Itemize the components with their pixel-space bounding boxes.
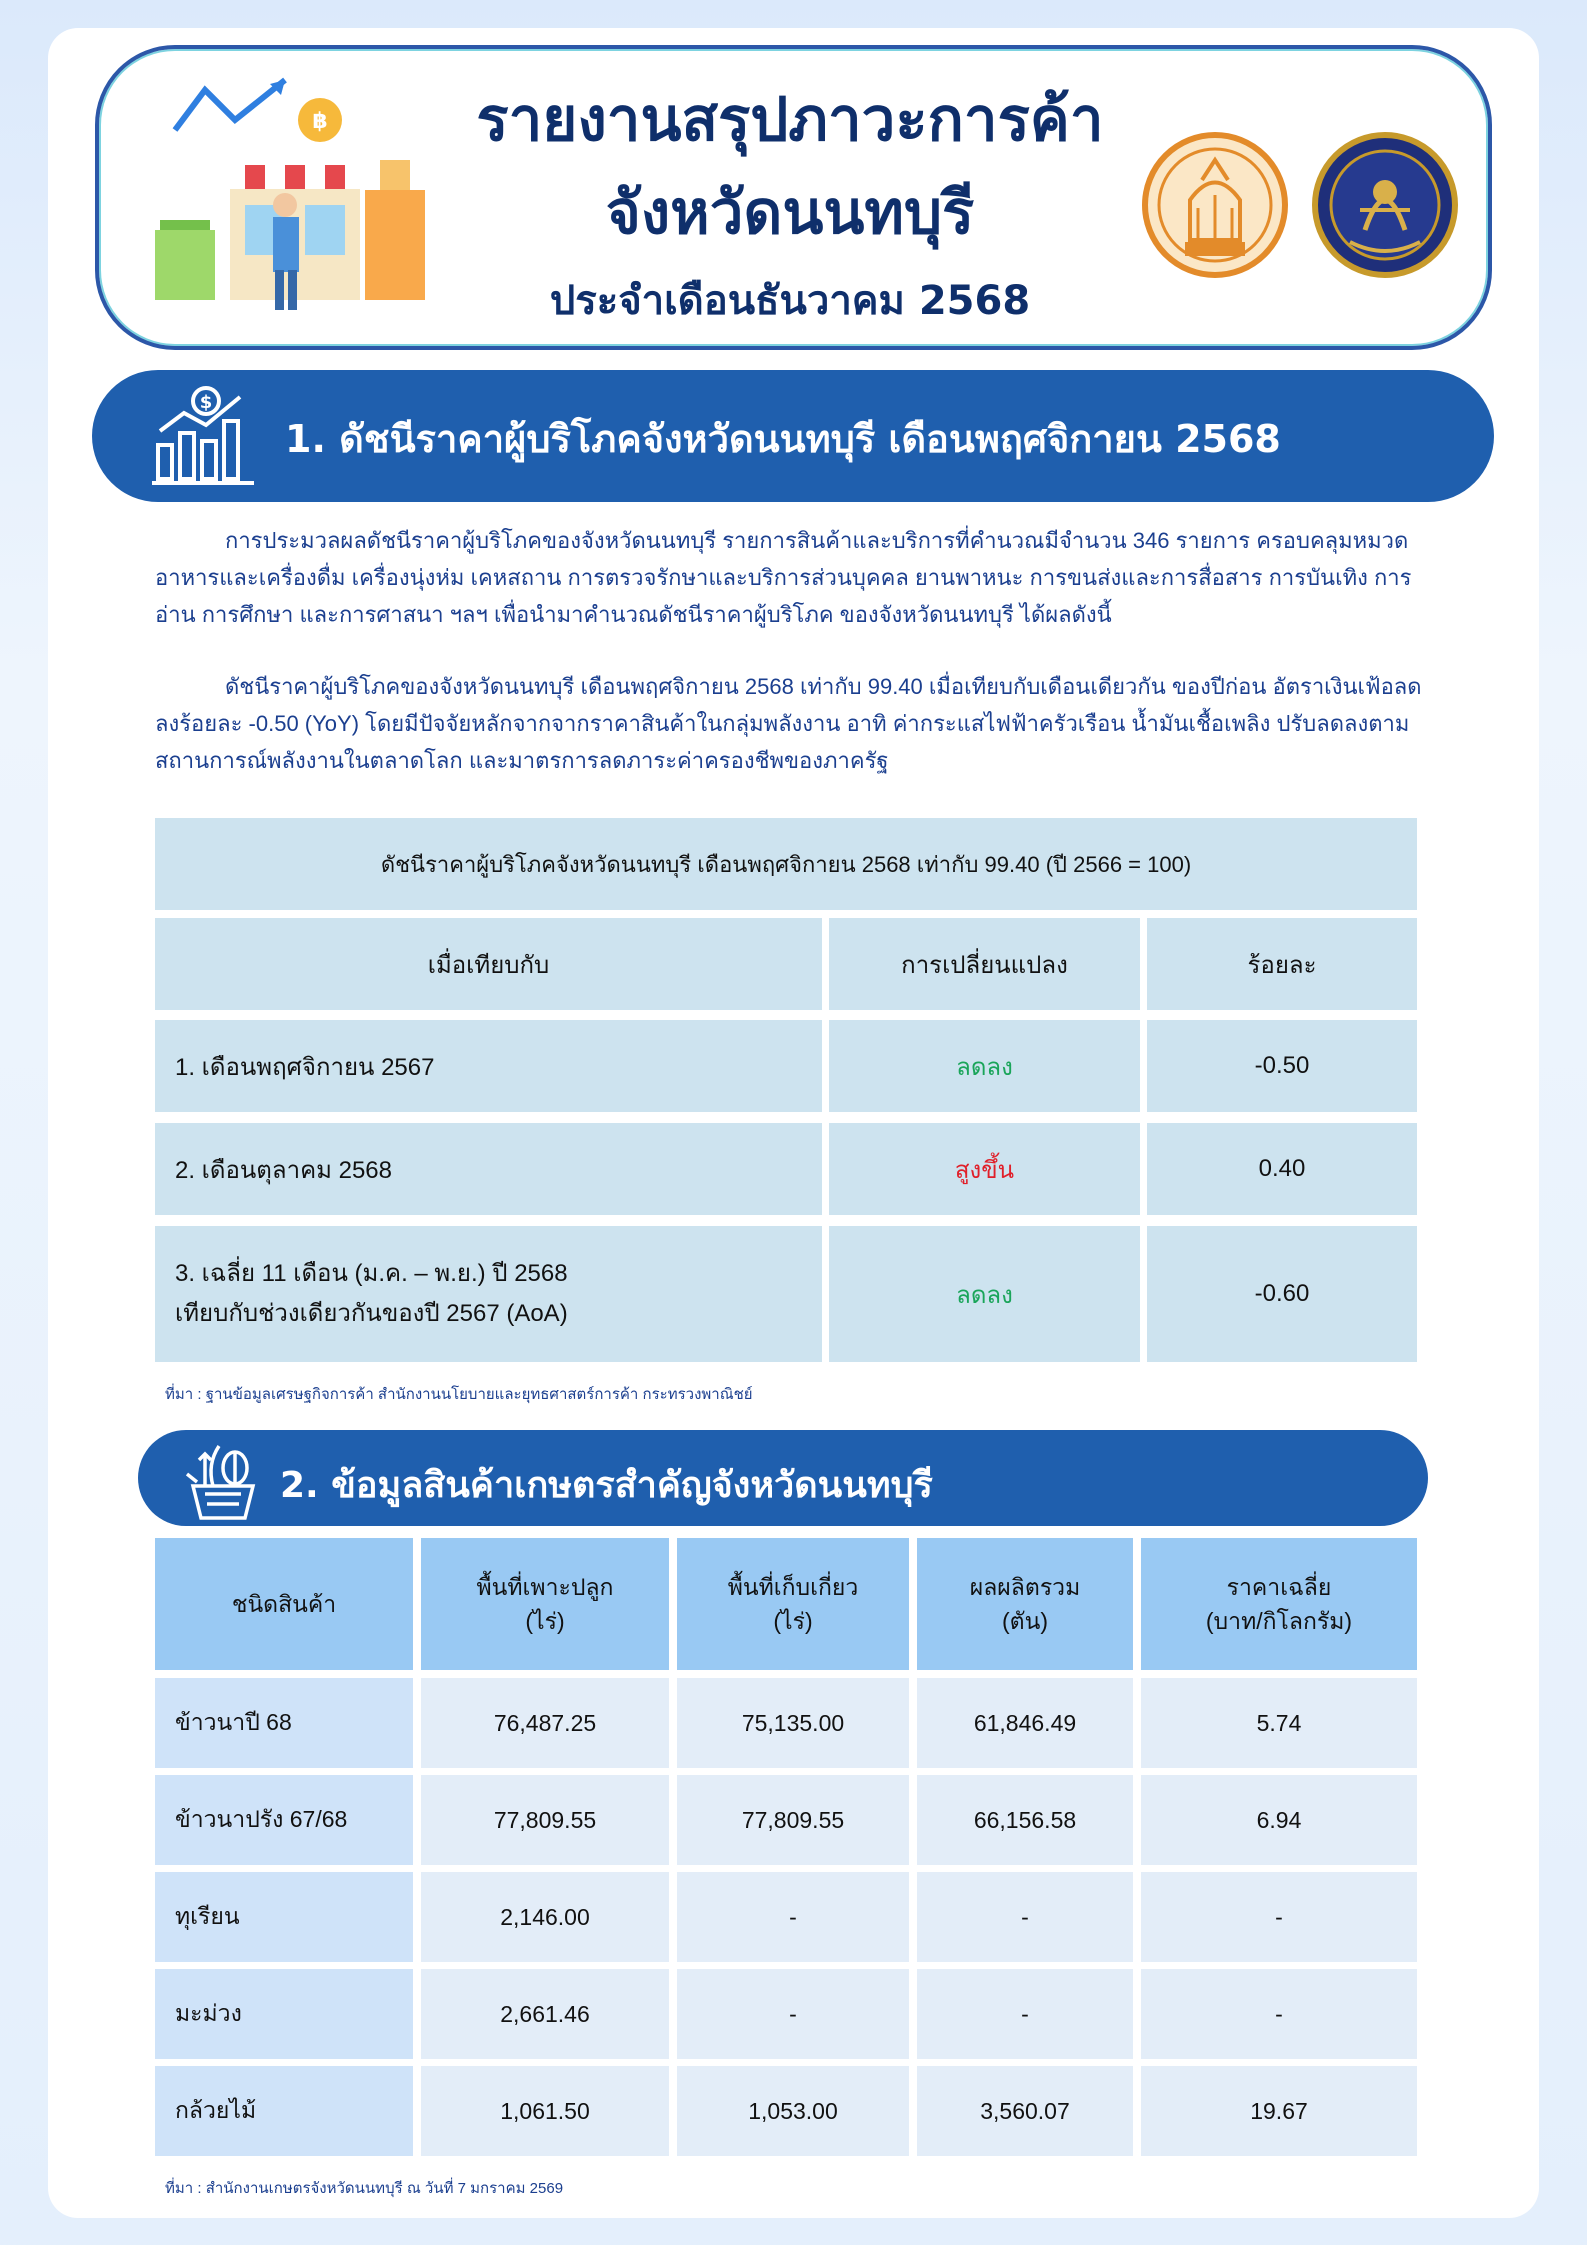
ag-col-planted-line2: (ไร่)	[525, 1608, 565, 1634]
ag-col-price-line2: (บาท/กิโลกรัม)	[1205, 1608, 1353, 1634]
cpi-row-1-percent: -0.50	[1147, 1020, 1417, 1112]
ag-col-harvested-line2: (ไร่)	[773, 1608, 813, 1634]
ag-row-3-output: -	[917, 1872, 1133, 1962]
ag-row-4-planted: 2,661.46	[421, 1969, 669, 2059]
ag-row-4-harvested: -	[677, 1969, 909, 2059]
header-subtitle: ประจำเดือนธันวาคม 2568	[549, 278, 1031, 324]
cpi-col-compare: เมื่อเทียบกับ	[155, 918, 822, 1010]
cpi-source-note: ที่มา : ฐานข้อมูลเศรษฐกิจการค้า สำนักงานนโยบายและยุทธศาสตร์การค้า กระทรวงพาณิชย์	[165, 1386, 753, 1403]
agri-source-note: ที่มา : สำนักงานเกษตรจังหวัดนนทบุรี ณ วันที่ 7 มกราคม 2569	[165, 2180, 564, 2197]
ag-col-output	[917, 1538, 1133, 1670]
ag-row-5-product: กล้วยไม้	[155, 2066, 413, 2156]
section1-title: 1. ดัชนีราคาผู้บริโภคจังหวัดนนทบุรี เดือนพฤศจิกายน 2568	[285, 417, 1281, 461]
section1-paragraph-1	[155, 522, 1430, 633]
ag-col-planted-line1: พื้นที่เพาะปลูก	[476, 1574, 614, 1600]
ag-row-1-product: ข้าวนาปี 68	[155, 1678, 413, 1768]
header-title-line1: รายงานสรุปภาวะการค้า	[476, 85, 1104, 155]
cpi-table-title: ดัชนีราคาผู้บริโภคจังหวัดนนทบุรี เดือนพฤศจิกายน 2568 เท่ากับ 99.40 (ปี 2566 = 100)	[155, 818, 1417, 910]
ag-row-3-harvested: -	[677, 1872, 909, 1962]
ag-row-1-harvested: 75,135.00	[677, 1678, 909, 1768]
cpi-row-2-change: สูงขึ้น	[829, 1123, 1140, 1215]
cpi-row-1-compare: 1. เดือนพฤศจิกายน 2567	[155, 1020, 822, 1112]
cpi-row-3-percent: -0.60	[1147, 1226, 1417, 1362]
ag-row-5-output: 3,560.07	[917, 2066, 1133, 2156]
paragraph-2-text: ดัชนีราคาผู้บริโภคของจังหวัดนนทบุรี เดือนพฤศจิกายน 2568 เท่ากับ 99.40 เมื่อเทียบกับเดือนเดียวกัน ของปีก่อน อัตราเงินเฟ้อลดลงร้อยละ -0.50 (YoY) โดยมีปัจจัยหลักจากจากราคาสินค้าในกลุ่มพลังงาน อาทิ ค่ากระแสไฟฟ้าครัวเรือน น้ำมันเชื้อเพลิง ปรับลดลงตามสถานการณ์พลังงานในตลาดโลก และมาตรการลดภาระค่าครองชีพของภาครัฐ	[155, 674, 1422, 773]
ag-row-2-harvested: 77,809.55	[677, 1775, 909, 1865]
ag-row-1-planted: 76,487.25	[421, 1678, 669, 1768]
ag-col-product	[155, 1538, 413, 1670]
ag-col-output-line2: (ตัน)	[1002, 1608, 1048, 1634]
ag-col-planted	[421, 1538, 669, 1670]
ag-row-2-planted: 77,809.55	[421, 1775, 669, 1865]
nonthaburi-seal-icon	[1140, 130, 1290, 280]
agriculture-basket-icon	[183, 1434, 263, 1522]
ag-row-4-output: -	[917, 1969, 1133, 2059]
ag-row-2-price: 6.94	[1141, 1775, 1417, 1865]
section1-paragraph-2	[155, 668, 1430, 779]
paragraph-1-text: การประมวลผลดัชนีราคาผู้บริโภคของจังหวัดนนทบุรี รายการสินค้าและบริการที่คำนวณมีจำนวน 346 รายการ ครอบคลุมหมวดอาหารและเครื่องดื่ม เครื่องนุ่งห่ม เคหสถาน การตรวจรักษาและบริการส่วนบุคคล ยานพาหนะ การขนส่งและการสื่อสาร การบันเทิง การอ่าน การศึกษา และการศาสนา ฯลฯ เพื่อนำมาคำนวณดัชนีราคาผู้บริโภค ของจังหวัดนนทบุรี ได้ผลดังนี้	[155, 528, 1412, 627]
svg-text:$: $	[199, 392, 213, 413]
ag-col-price-line1: ราคาเฉลี่ย	[1226, 1574, 1332, 1600]
cpi-row-3-compare	[155, 1226, 822, 1362]
ag-row-1-output: 61,846.49	[917, 1678, 1133, 1768]
bar-chart-dollar-icon	[150, 383, 260, 488]
ag-row-5-harvested: 1,053.00	[677, 2066, 909, 2156]
ag-row-3-price: -	[1141, 1872, 1417, 1962]
cpi-row-1-change: ลดลง	[829, 1020, 1140, 1112]
ag-row-5-planted: 1,061.50	[421, 2066, 669, 2156]
ag-row-4-price: -	[1141, 1969, 1417, 2059]
svg-text:฿: ฿	[312, 109, 328, 134]
cpi-row-2-compare: 2. เดือนตุลาคม 2568	[155, 1123, 822, 1215]
header-title-line2: จังหวัดนนทบุรี	[605, 178, 975, 248]
ag-row-2-product: ข้าวนาปรัง 67/68	[155, 1775, 413, 1865]
ag-col-output-line1: ผลผลิตรวม	[969, 1574, 1081, 1600]
cpi-row-3-compare-line2: เทียบกับช่วงเดียวกันของปี 2567 (AoA)	[175, 1300, 568, 1327]
ag-row-5-price: 19.67	[1141, 2066, 1417, 2156]
cpi-col-percent: ร้อยละ	[1147, 918, 1417, 1010]
ag-col-harvested-line1: พื้นที่เก็บเกี่ยว	[727, 1574, 859, 1600]
ag-col-price	[1141, 1538, 1417, 1670]
cpi-row-3-change: ลดลง	[829, 1226, 1140, 1362]
ag-row-4-product: มะม่วง	[155, 1969, 413, 2059]
ag-row-1-price: 5.74	[1141, 1678, 1417, 1768]
ag-col-harvested	[677, 1538, 909, 1670]
cpi-col-change: การเปลี่ยนแปลง	[829, 918, 1140, 1010]
ag-row-2-output: 66,156.58	[917, 1775, 1133, 1865]
ag-row-3-product: ทุเรียน	[155, 1872, 413, 1962]
section2-title: 2. ข้อมูลสินค้าเกษตรสำคัญจังหวัดนนทบุรี	[280, 1465, 933, 1506]
commerce-ministry-seal-icon	[1310, 130, 1460, 280]
cpi-row-2-percent: 0.40	[1147, 1123, 1417, 1215]
ag-col-product-line1: ชนิดสินค้า	[231, 1591, 337, 1617]
ag-row-3-planted: 2,146.00	[421, 1872, 669, 1962]
cpi-row-3-compare-line1: 3. เฉลี่ย 11 เดือน (ม.ค. – พ.ย.) ปี 2568	[175, 1260, 568, 1287]
